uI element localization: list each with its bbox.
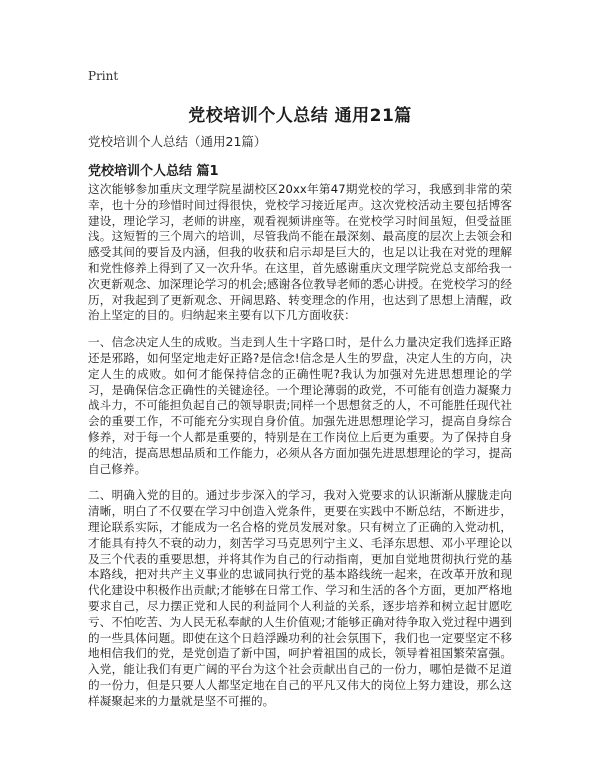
page-title: 党校培训个人总结 通用21篇 [188,106,412,126]
paragraph-purpose: 二、明确入党的目的。通过步步深入的学习，我对入党要求的认识渐渐从朦胧走向清晰，明白了不仅要在学习中创造入党条件，更要在实践中不断总结，不断进步，理论联系实际，才能成为一名合格的党员发展对象。只有树立了正确的入党动机，才能具有持久不衰的动力，刻苦学习马克思列宁主义、毛泽东思想、邓小平理论以及三个代表的重要思想，并将其作为自己的行动指南，更加自觉地贯彻执行党的基本路线，把对共产主义事业的忠诚同执行党的基本路线统一起来，在改革开放和现代化建设中积极作出贡献;才能够在日常工作、学习和生活的各个方面，更加严格地要求自己，尽力摆正党和人民的利益同个人利益的关系，逐步培养和树立起甘愿吃亏、不怕吃苦、为人民无私奉献的人生价值观;才能够正确对待争取入党过程中遇到的一些具体问题。即使在这个日趋浮躁功利的社会氛围下，我们也一定要坚定不移地相信我们的党，是党创造了新中国，呵护着祖国的成长，领导着祖国繁荣富强。入党，能让我们有更广阔的平台为这个社会贡献出自己的一份力，哪怕是微不足道的一份力，但是只要人人都坚定地在自己的平凡又伟大的岗位上努力建设，那么这样凝聚起来的力量就是坚不可摧的。 [88,488,512,708]
paragraph-belief: 一、信念决定人生的成败。当走到人生十字路口时，是什么力量决定我们选择正路还是邪路，如何坚定地走好正路?是信念!信念是人生的罗盘，决定人生的方向，决定人生的成败。如何才能保持信念的正确性呢?我认为加强对先进思想理论的学习，是确保信念正确性的关键途径。一个理论薄弱的政党，不可能有创造力凝聚力战斗力，不可能担负起自己的领导职责;同样一个思想贫乏的人，不可能胜任现代社会的重要工作，不可能充分实现自身价值。加强先进思想理论学习，提高自身综合修养，对于每一个人都是重要的，特别是在工作岗位上后更为重要。为了保持自身的纯洁，提高思想品质和工作能力，必须从各方面加强先进思想理论的学习，提高自己修养。 [88,335,512,476]
print-link[interactable]: Print [88,69,119,83]
document-subtitle: 党校培训个人总结（通用21篇） [88,134,267,149]
section-heading: 党校培训个人总结 篇1 [88,164,219,179]
article-body [88,182,512,721]
paragraph-intro: 这次能够参加重庆文理学院星湖校区20xx年第47期党校的学习，我感到非常的荣幸，也十分的珍惜时间过得很快，党校学习接近尾声。这次党校活动主要包括博客建设，理论学习，老师的讲座，观看视频讲座等。在党校学习时间虽短，但受益匪浅。这短暂的三个周六的培训，尽管我尚不能在最深刻、最高度的层次上去领会和感受其间的要旨及内涵，但我的收获和启示却是巨大的，也足以让我在对党的理解和党性修养上得到了又一次升华。在这里，首先感谢重庆文理学院党总支部给我一次更新观念、加深理论学习的机会;感谢各位教导老师的悉心讲授。在党校学习的经历，对我起到了更新观念、开阔思路、转变理念的作用，也达到了思想上清醒，政治上坚定的目的。归纳起来主要有以下几方面收获： [88,182,512,323]
